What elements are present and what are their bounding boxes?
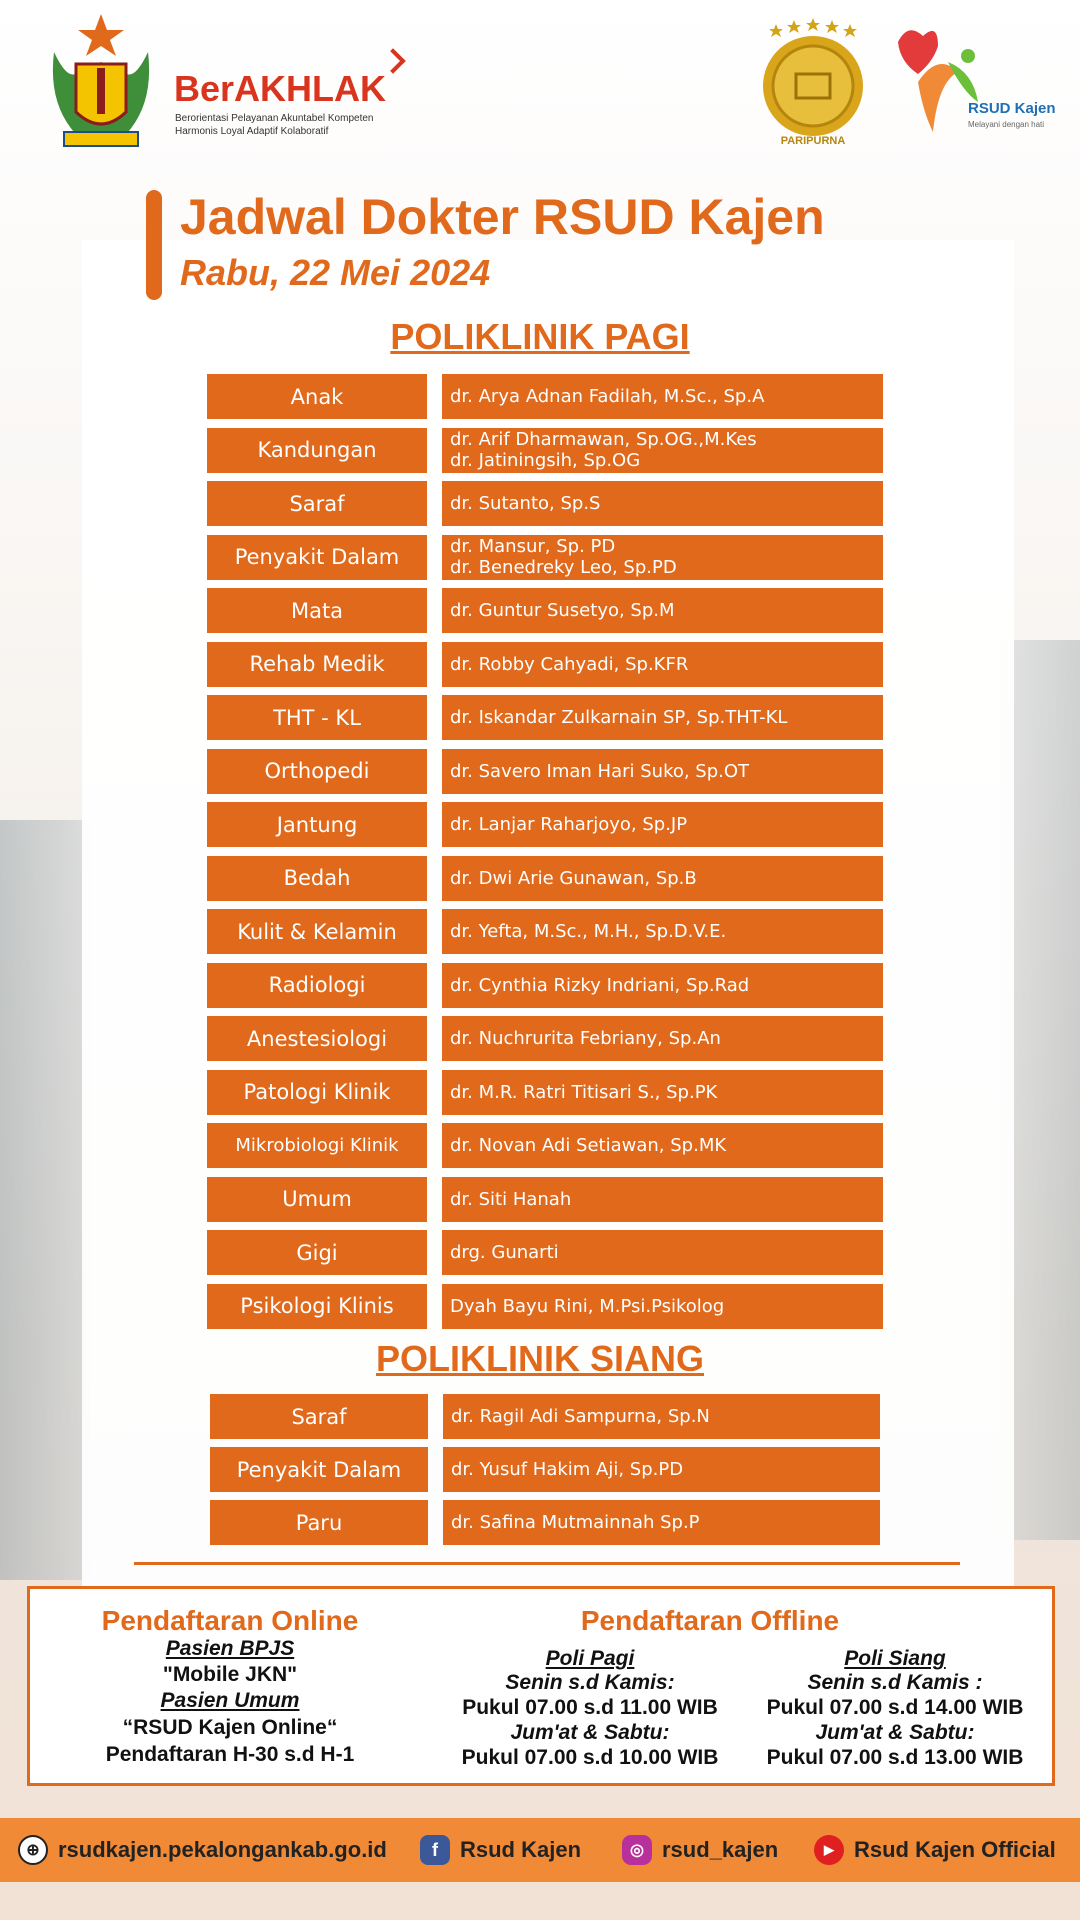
berakhlak-line-2: Harmonis Loyal Adaptif Kolaboratif	[175, 126, 329, 137]
doctor-cell	[442, 481, 883, 526]
doctor-cell	[442, 1070, 883, 1115]
doctor-name: dr. Guntur Susetyo, Sp.M	[450, 600, 675, 621]
doctor-name: dr. Yusuf Hakim Aji, Sp.PD	[451, 1459, 684, 1480]
doctor-cell	[442, 695, 883, 740]
doctor-name: dr. Robby Cahyadi, Sp.KFR	[450, 653, 689, 675]
doctor-cell	[442, 588, 883, 633]
doctor-cell	[442, 428, 883, 473]
doctor-name: Dyah Bayu Rini, M.Psi.Psikolog	[450, 1295, 725, 1317]
footer-instagram[interactable]	[622, 1830, 778, 1870]
poli-name: Mikrobiologi Klinik	[207, 1123, 427, 1168]
pemkab-emblem-icon	[44, 12, 159, 152]
poli-name: Saraf	[210, 1394, 428, 1439]
doctor-name: dr. Arif Dharmawan, Sp.OG.,M.Kes	[450, 429, 757, 450]
poli-name: Kandungan	[207, 428, 427, 473]
poli-name: Penyakit Dalam	[210, 1447, 428, 1492]
pagi-label: Poli Pagi	[545, 1647, 635, 1670]
berakhlak-line-1: Berorientasi Pelayanan Akuntabel Kompeten	[175, 113, 374, 124]
poli-name: Paru	[210, 1500, 428, 1545]
poli-name: Patologi Klinik	[207, 1070, 427, 1115]
doctor-name: dr. Cynthia Rizky Indriani, Sp.Rad	[450, 974, 750, 996]
doctor-name: dr. Mansur, Sp. PD	[450, 536, 616, 557]
registration-box	[27, 1586, 1055, 1786]
background-building-left	[0, 820, 90, 1580]
schedule-date: Rabu, 22 Mei 2024	[180, 252, 491, 293]
siang-time-1: Pukul 07.00 s.d 14.00 WIB	[766, 1696, 1024, 1719]
doctor-cell	[442, 909, 883, 954]
doctor-name: dr. Dwi Arie Gunawan, Sp.B	[450, 867, 697, 889]
doctor-cell	[442, 1123, 883, 1168]
pagi-time-1: Pukul 07.00 s.d 11.00 WIB	[462, 1696, 718, 1719]
doctor-cell	[442, 802, 883, 847]
berakhlak-subtitle	[175, 112, 415, 138]
offline-heading: Pendaftaran Offline	[580, 1605, 840, 1636]
poli-name: Jantung	[207, 802, 427, 847]
doctor-name: dr. Nuchrurita Febriany, Sp.An	[450, 1028, 721, 1049]
pagi-days-2: Jum'at & Sabtu:	[510, 1721, 670, 1744]
siang-time-2: Pukul 07.00 s.d 13.00 WIB	[766, 1746, 1024, 1769]
poli-name: Saraf	[207, 481, 427, 526]
globe-icon: ⊕	[18, 1835, 48, 1865]
online-heading: Pendaftaran Online	[101, 1605, 359, 1636]
pagi-days-1: Senin s.d Kamis:	[505, 1671, 675, 1694]
pagi-time-2: Pukul 07.00 s.d 10.00 WIB	[461, 1746, 719, 1769]
paripurna-label: PARIPURNA	[780, 135, 846, 147]
section-heading-siang: POLIKLINIK SIANG	[375, 1338, 704, 1379]
doctor-name: dr. Ragil Adi Sampurna, Sp.N	[451, 1406, 710, 1427]
rsud-logo-name: RSUD Kajen	[968, 100, 1056, 117]
doctor-name: dr. Sutanto, Sp.S	[450, 493, 601, 514]
doctor-cell	[442, 963, 883, 1008]
doctor-name: dr. Savero Iman Hari Suko, Sp.OT	[450, 760, 750, 782]
poli-name: Gigi	[207, 1230, 427, 1275]
doctor-name: dr. Jatiningsih, Sp.OG	[450, 450, 641, 471]
poli-name: Penyakit Dalam	[207, 535, 427, 580]
rsud-logo-tagline: Melayani dengan hati	[968, 120, 1045, 129]
doctor-name: dr. Safina Mutmainnah Sp.P	[451, 1512, 700, 1533]
online-bpjs-label: Pasien BPJS	[165, 1637, 295, 1660]
doctor-cell	[442, 1284, 883, 1329]
doctor-name: dr. Benedreky Leo, Sp.PD	[450, 557, 677, 578]
doctor-name: drg. Gunarti	[450, 1242, 559, 1263]
poli-name: Radiologi	[207, 963, 427, 1008]
section-heading-pagi: POLIKLINIK PAGI	[390, 316, 690, 357]
doctor-cell	[442, 749, 883, 794]
online-window: Pendaftaran H-30 s.d H-1	[105, 1743, 355, 1766]
doctor-cell	[442, 642, 883, 687]
facebook-icon: f	[420, 1835, 450, 1865]
instagram-icon: ◎	[622, 1835, 652, 1865]
footer-youtube-text: Rsud Kajen Official	[854, 1837, 1056, 1862]
divider	[134, 1562, 960, 1565]
poli-name: Umum	[207, 1177, 427, 1222]
page-title: Jadwal Dokter RSUD Kajen	[180, 189, 825, 245]
poli-name: Orthopedi	[207, 749, 427, 794]
berakhlak-title: BerAKHLAK	[174, 68, 387, 109]
doctor-cell	[442, 374, 883, 419]
youtube-icon: ▶	[814, 1835, 844, 1865]
footer-facebook-text: Rsud Kajen	[460, 1837, 582, 1862]
siang-days-2: Jum'at & Sabtu:	[815, 1721, 975, 1744]
poli-name: Anak	[207, 374, 427, 419]
poli-name: Rehab Medik	[207, 642, 427, 687]
footer-bar	[0, 1818, 1080, 1882]
poli-name: THT - KL	[207, 695, 427, 740]
doctor-cell	[442, 1016, 883, 1061]
doctor-name: dr. Lanjar Raharjoyo, Sp.JP	[450, 814, 688, 835]
online-umum-value: “RSUD Kajen Online“	[122, 1716, 338, 1739]
doctor-cell	[442, 535, 883, 580]
siang-label: Poli Siang	[844, 1647, 946, 1670]
doctor-cell	[442, 1177, 883, 1222]
doctor-cell	[443, 1447, 880, 1492]
footer-website[interactable]	[18, 1830, 387, 1870]
paripurna-seal-icon	[752, 18, 874, 148]
doctor-cell	[443, 1394, 880, 1439]
doctor-name: dr. Novan Adi Setiawan, Sp.MK	[450, 1135, 727, 1156]
doctor-cell	[443, 1500, 880, 1545]
online-bpjs-value: "Mobile JKN"	[162, 1663, 298, 1686]
footer-instagram-text: rsud_kajen	[662, 1837, 779, 1862]
doctor-name: dr. Arya Adnan Fadilah, M.Sc., Sp.A	[450, 386, 765, 407]
footer-website-text: rsudkajen.pekalongankab.go.id	[58, 1837, 387, 1862]
siang-days-1: Senin s.d Kamis :	[807, 1671, 983, 1694]
poli-name: Mata	[207, 588, 427, 633]
poli-name: Psikologi Klinis	[207, 1284, 427, 1329]
doctor-name: dr. Iskandar Zulkarnain SP, Sp.THT-KL	[450, 707, 788, 728]
footer-youtube[interactable]	[814, 1830, 1056, 1870]
doctor-name: dr. Siti Hanah	[450, 1188, 572, 1210]
poli-name: Kulit & Kelamin	[207, 909, 427, 954]
online-umum-label: Pasien Umum	[160, 1689, 300, 1712]
poli-name: Anestesiologi	[207, 1016, 427, 1061]
doctor-name: dr. Yefta, M.Sc., M.H., Sp.D.V.E.	[450, 921, 727, 942]
doctor-name: dr. M.R. Ratri Titisari S., Sp.PK	[450, 1081, 718, 1103]
poli-name: Bedah	[207, 856, 427, 901]
doctor-cell	[442, 1230, 883, 1275]
doctor-cell	[442, 856, 883, 901]
title-accent-bar	[146, 190, 162, 300]
footer-facebook[interactable]	[420, 1830, 581, 1870]
